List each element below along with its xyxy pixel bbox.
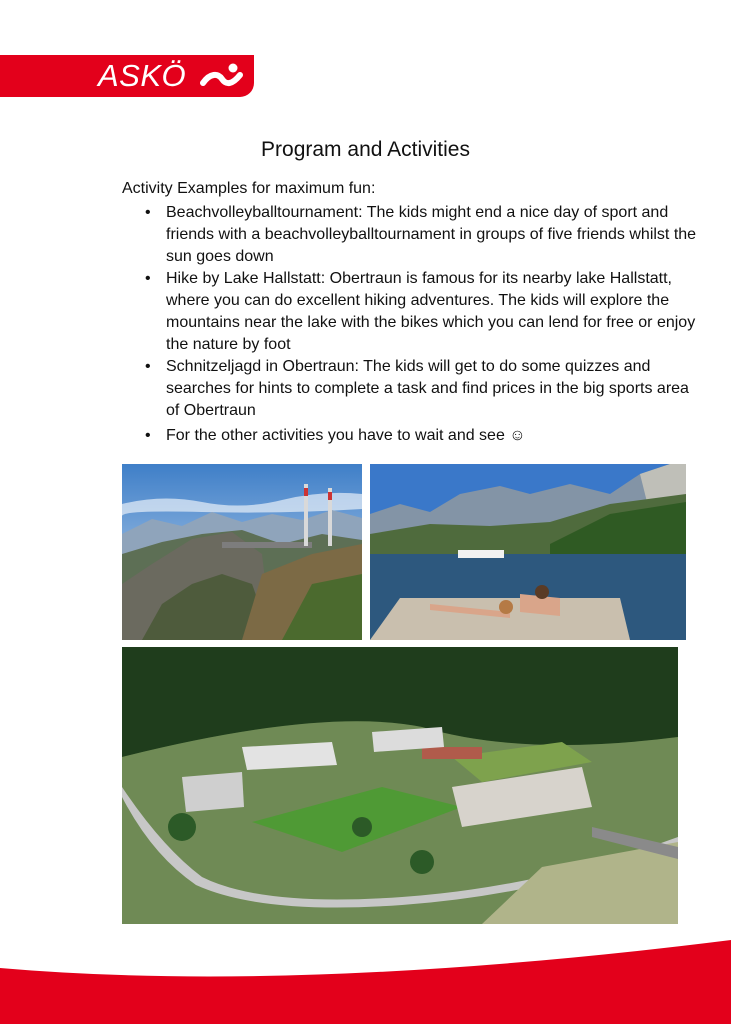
brand-logo-bar <box>0 55 254 97</box>
brand-logo-icon <box>200 61 244 91</box>
activity-item: • For the other activities you have to wait and see ☺ <box>166 425 706 447</box>
activity-item: • Schnitzeljagd in Obertraun: The kids will get to do some quizzes and searches for hints to complete a task and find prices in the big sports area of Obertraun <box>166 356 706 422</box>
activity-list <box>122 202 706 447</box>
sports-centre-aerial-photo <box>122 647 678 924</box>
decorative-wave <box>0 914 731 1024</box>
mountain-platform-photo <box>122 464 362 640</box>
activity-item: • Hike by Lake Hallstatt: Obertraun is famous for its nearby lake Hallstatt, where you can do excellent hiking adventures. The kids will explore the mountains near the lake with the bikes which you can lend for free or enjoy the nature by foot <box>166 268 706 356</box>
activity-item: • Beachvolleyballtournament: The kids might end a nice day of sport and friends with a beachvolleyballtournament in groups of five friends whilst the sun goes down <box>166 202 706 268</box>
page-title: Program and Activities <box>261 138 470 161</box>
brand-logo-text: ASKÖ <box>98 58 187 93</box>
lake-dock-photo <box>370 464 686 640</box>
intro-text: Activity Examples for maximum fun: <box>122 180 376 197</box>
